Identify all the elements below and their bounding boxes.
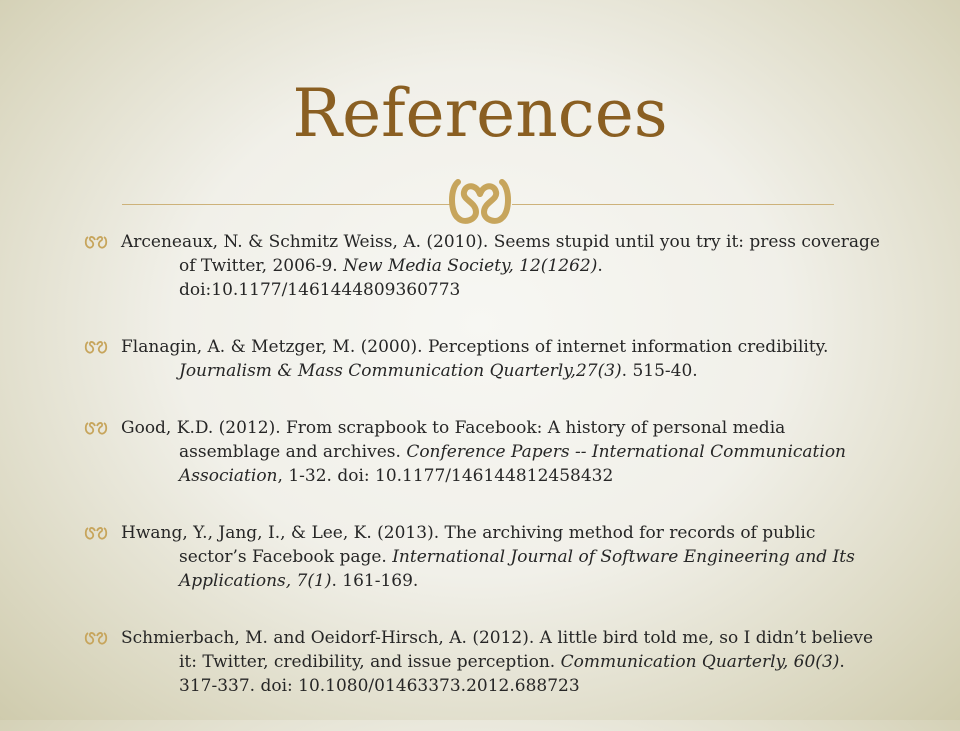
reference-segment: Schmierbach, M. and Oeidorf-Hirsch, A. (2012). A little bird told me, so I didn’t believe it: Twitter, credibility, and issue perception.	[121, 628, 874, 672]
reference-item	[84, 521, 884, 593]
reference-source: Conference Papers -- International Communication Association	[179, 442, 846, 486]
reference-segment: Flanagin, A. & Metzger, M. (2000). Perceptions of internet information credibility.	[121, 337, 829, 357]
bullet-ornament-icon	[84, 526, 108, 540]
reference-source: Communication Quarterly, 60(3)	[560, 652, 840, 672]
reference-text	[121, 337, 828, 381]
ornament-icon	[446, 172, 514, 228]
reference-item	[84, 416, 884, 488]
reference-segment: Arceneaux, N. & Schmitz Weiss, A. (2010). Seems stupid until you try it: press coverage of Twitter, 2006-9.	[121, 232, 880, 276]
slide-title: References	[292, 75, 668, 152]
reference-item	[84, 230, 884, 302]
bullet-ornament-icon	[84, 235, 108, 249]
bullet-ornament-icon	[84, 631, 108, 645]
title-divider-right	[512, 204, 834, 205]
reference-segment: . 515-40.	[621, 361, 698, 381]
reference-text	[121, 628, 873, 696]
reference-text	[121, 418, 846, 486]
reference-source: Journalism & Mass Communication Quarterly,27(3)	[179, 361, 622, 381]
reference-source: New Media Society, 12(1262)	[343, 256, 598, 276]
reference-segment: . 317-337. doi: 10.1080/01463373.2012.688723	[179, 652, 845, 696]
reference-segment: Hwang, Y., Jang, I., & Lee, K. (2013). The archiving method for records of public sector’s Facebook page.	[121, 523, 816, 567]
title-divider-left	[122, 204, 450, 205]
reference-segment: . doi:10.1177/1461444809360773	[179, 256, 603, 300]
reference-segment: . 161-169.	[331, 571, 419, 591]
references-list	[84, 230, 884, 731]
reference-segment: Good, K.D. (2012). From scrapbook to Facebook: A history of personal media assemblage and archives.	[121, 418, 786, 462]
reference-source: International Journal of Software Engineering and Its Applications, 7(1)	[179, 547, 855, 591]
reference-item	[84, 626, 884, 698]
reference-text	[121, 523, 855, 591]
bullet-ornament-icon	[84, 340, 108, 354]
reference-segment: , 1-32. doi: 10.1177/146144812458432	[277, 466, 614, 486]
reference-item	[84, 335, 884, 383]
bullet-ornament-icon	[84, 421, 108, 435]
reference-text	[121, 232, 880, 300]
